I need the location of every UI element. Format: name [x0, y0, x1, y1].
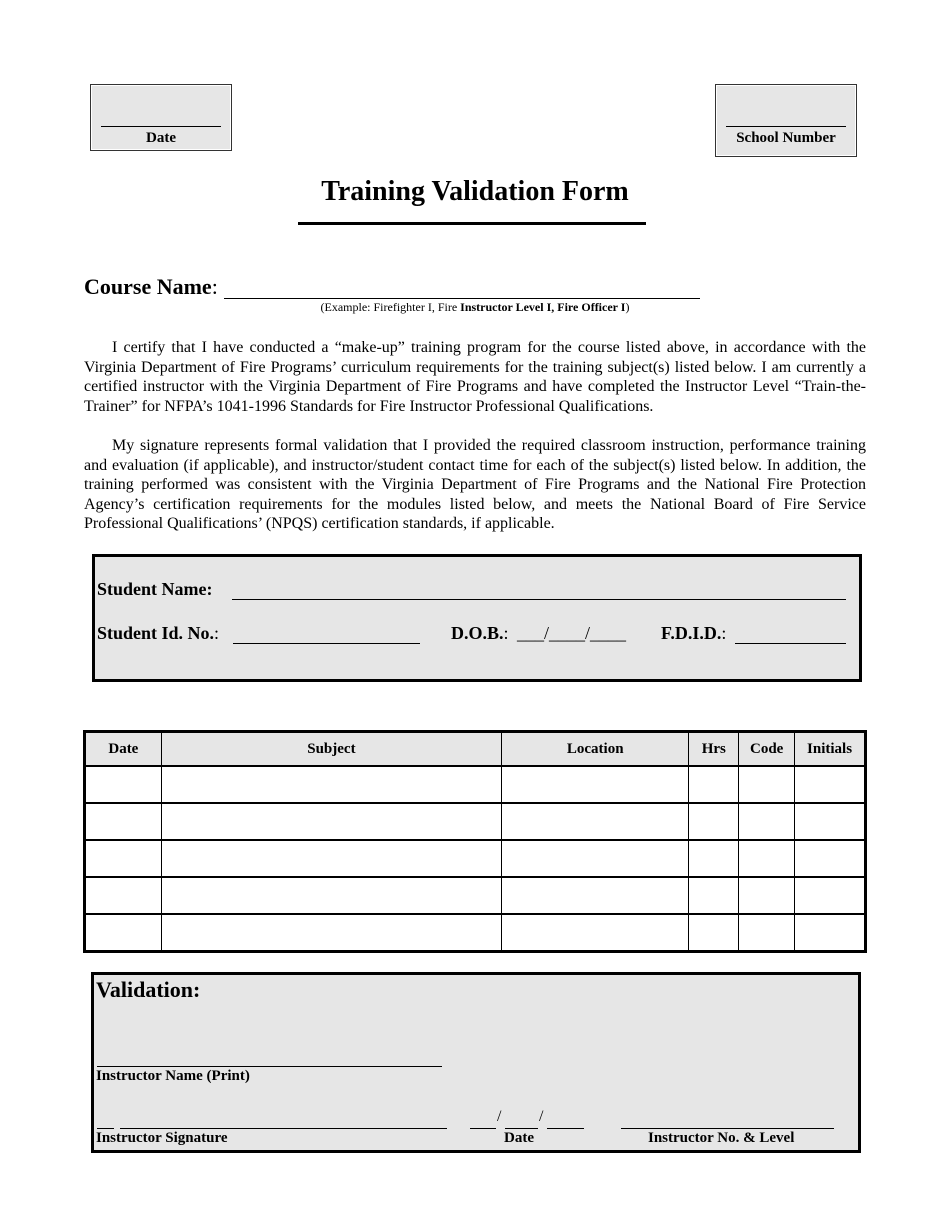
student-id-field[interactable] [233, 643, 420, 644]
title-underline [298, 222, 646, 225]
instructor-signature-prefix-line [97, 1128, 114, 1129]
column-header-hrs: Hrs [689, 732, 739, 767]
dob-field[interactable]: ___/____/____ [517, 623, 627, 643]
date-separator-2: / [539, 1108, 544, 1125]
hrs-cell[interactable] [689, 803, 739, 840]
subject-cell[interactable] [161, 840, 501, 877]
certification-paragraph-2: My signature represents formal validation that I provided the required classroom instruction, performance training and evaluation (if applicable), and instructor/student contact time for each of the subject(s) listed below. In addition, the training performed was consistent with the Virginia Department of Fire Programs and the National Fire Protection Agency’s certification requirements for the modules listed below, and meets the National Board of Fire Service Professional Qualifications’ (NPQS) certification standards, if applicable. [84, 437, 866, 533]
student-info-box [92, 554, 862, 682]
column-header-location: Location [502, 732, 689, 767]
date-separator-1: / [497, 1108, 502, 1125]
fdid-field[interactable] [735, 643, 846, 644]
table-row [85, 803, 866, 840]
dob-label [451, 623, 509, 644]
student-id-label [97, 623, 219, 644]
column-header-subject: Subject [161, 732, 501, 767]
code-cell[interactable] [739, 840, 795, 877]
table-row [85, 914, 866, 952]
course-name-label [84, 274, 218, 300]
course-name-label-text: Course Name [84, 274, 212, 299]
instructor-signature-label: Instructor Signature [96, 1130, 228, 1146]
date-cell[interactable] [85, 840, 162, 877]
instructor-name-field[interactable] [97, 1066, 442, 1067]
page-title: Training Validation Form [321, 176, 629, 207]
certification-paragraph-1: I certify that I have conducted a “make-up” training program for the course listed above, in accordance with the Virginia Department of Fire Programs’ curriculum requirements for the training subject(s) listed below. I am currently a certified instructor with the Virginia Department of Fire Programs and have completed the Instructor Level “Train-the-Trainer” for NFPA’s 1041-1996 Standards for Fire Instructor Professional Qualifications. [84, 339, 866, 415]
student-id-label-text: Student Id. No. [97, 623, 215, 643]
location-cell[interactable] [502, 803, 689, 840]
column-header-initials: Initials [795, 732, 866, 767]
instructor-number-label: Instructor No. & Level [648, 1130, 795, 1146]
subject-cell[interactable] [161, 766, 501, 803]
date-box[interactable] [90, 84, 232, 151]
table-header-row [85, 732, 866, 767]
table-row [85, 766, 866, 803]
subjects-table [83, 730, 867, 953]
dob-label-text: D.O.B. [451, 623, 504, 643]
dob-colon: : [503, 623, 509, 643]
student-name-field[interactable] [232, 599, 846, 600]
student-id-colon: : [214, 623, 220, 643]
initials-cell[interactable] [795, 803, 866, 840]
initials-cell[interactable] [795, 766, 866, 803]
table-row [85, 877, 866, 914]
fdid-colon: : [721, 623, 727, 643]
school-number-box[interactable] [715, 84, 857, 157]
course-name-colon: : [211, 274, 218, 299]
date-cell[interactable] [85, 914, 162, 952]
subject-cell[interactable] [161, 914, 501, 952]
code-cell[interactable] [739, 803, 795, 840]
date-cell[interactable] [85, 766, 162, 803]
course-name-field[interactable] [224, 298, 700, 299]
code-cell[interactable] [739, 877, 795, 914]
course-example-prefix: (Example: Firefighter I, Fire [320, 300, 461, 314]
column-header-date: Date [85, 732, 162, 767]
school-number-line [726, 126, 846, 127]
code-cell[interactable] [739, 766, 795, 803]
location-cell[interactable] [502, 877, 689, 914]
hrs-cell[interactable] [689, 840, 739, 877]
course-example [0, 300, 950, 315]
hrs-cell[interactable] [689, 766, 739, 803]
column-header-code: Code [739, 732, 795, 767]
location-cell[interactable] [502, 914, 689, 952]
validation-date-label: Date [504, 1130, 534, 1146]
validation-box [91, 972, 861, 1153]
location-cell[interactable] [502, 840, 689, 877]
student-name-label: Student Name: [97, 579, 213, 599]
subject-cell[interactable] [161, 803, 501, 840]
hrs-cell[interactable] [689, 914, 739, 952]
instructor-signature-field[interactable] [120, 1128, 447, 1129]
instructor-number-field[interactable] [621, 1128, 834, 1129]
fdid-label-text: F.D.I.D. [661, 623, 722, 643]
table-row [85, 840, 866, 877]
date-day-field[interactable] [505, 1128, 538, 1129]
date-line [101, 126, 221, 127]
date-year-field[interactable] [547, 1128, 584, 1129]
instructor-name-label: Instructor Name (Print) [96, 1068, 250, 1084]
code-cell[interactable] [739, 914, 795, 952]
initials-cell[interactable] [795, 877, 866, 914]
school-number-label: School Number [736, 130, 836, 146]
location-cell[interactable] [502, 766, 689, 803]
hrs-cell[interactable] [689, 877, 739, 914]
date-cell[interactable] [85, 877, 162, 914]
validation-heading: Validation: [96, 977, 201, 1002]
subject-cell[interactable] [161, 877, 501, 914]
initials-cell[interactable] [795, 914, 866, 952]
date-cell[interactable] [85, 803, 162, 840]
date-month-field[interactable] [470, 1128, 496, 1129]
initials-cell[interactable] [795, 840, 866, 877]
course-example-suffix: ) [625, 300, 630, 314]
course-example-bold: Instructor Level I, Fire Officer I [460, 300, 626, 314]
fdid-label [661, 623, 726, 644]
date-label: Date [146, 130, 176, 146]
